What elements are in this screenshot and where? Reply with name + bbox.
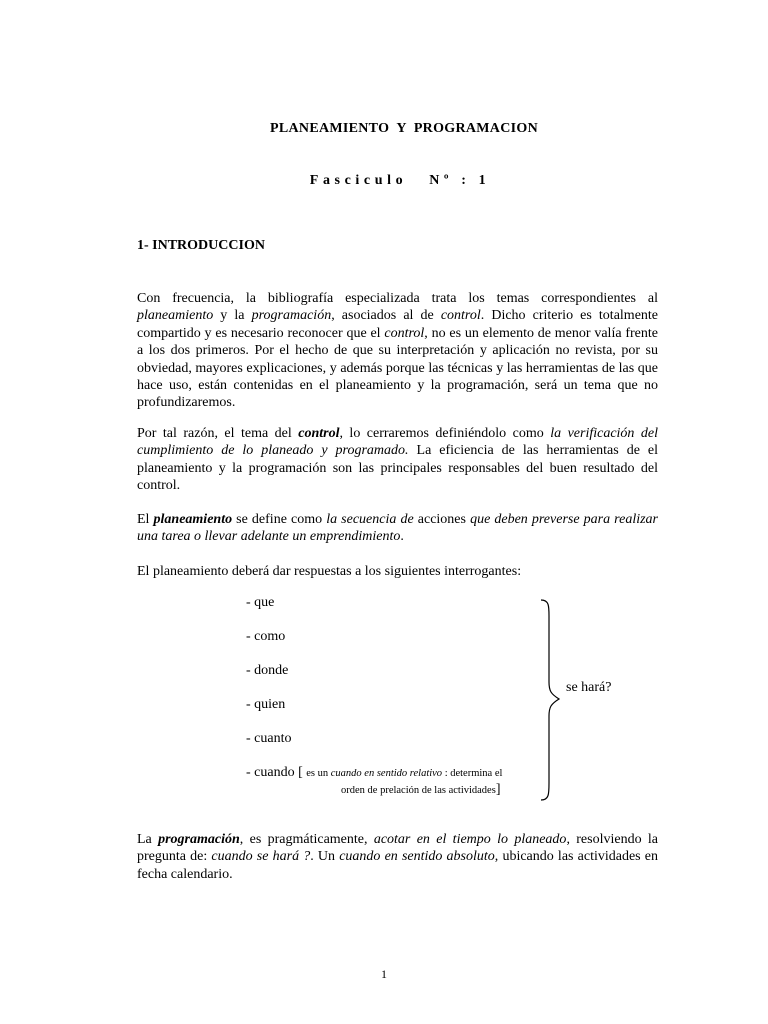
question-cuanto: - cuanto	[246, 731, 292, 746]
emphasis-text: la verificación del cumplimiento de lo planeado y programado.	[137, 426, 658, 459]
fascicle-number: Nº : 1	[429, 173, 491, 188]
emphasis-text: programación	[251, 308, 332, 324]
paragraph-planeamiento	[137, 511, 658, 546]
bold-emphasis-text: control	[298, 426, 340, 441]
question-donde: - donde	[246, 663, 289, 678]
text-run: , ubicando las actividades en fecha calendario.	[137, 849, 658, 882]
fascicle-line	[0, 173, 768, 189]
text-run: Con frecuencia, la bibliografía especializada trata los temas correspondientes al	[137, 291, 658, 306]
emphasis-text: control	[440, 308, 481, 324]
note-emphasis: cuando en sentido relativo	[330, 768, 443, 779]
emphasis-text: cuando en sentido absoluto	[339, 849, 495, 865]
text-run: . Dicho criterio es totalmente compartido y es necesario reconocer que el	[137, 308, 659, 341]
page-number: 1	[381, 967, 387, 981]
text-run: , es pragmáticamente,	[239, 832, 374, 847]
text-run: se define como	[232, 512, 327, 527]
emphasis-text: planeamiento	[137, 308, 214, 324]
bold-emphasis-text: programación	[158, 832, 240, 847]
question-cuando-label: - cuando	[246, 765, 295, 780]
bold-emphasis-text: planeamiento	[153, 512, 233, 527]
text-run: , lo cerraremos definiéndolo como	[339, 426, 551, 441]
text-run: , no es un elemento de menor valía frente a los dos primeros. Por el hecho de que su interpretación y aplicación no revista, por su obviedad, mayores explicaciones, y además porque las técnicas y las herramientas de las que hace uso, están contenidas en el planeamiento y la programación, será un tema que no profundizaremos.	[137, 325, 658, 411]
text-run: La eficiencia de las herramientas de el planeamiento y la programación son las principales responsables del buen resultado del control.	[137, 443, 658, 494]
question-que: - que	[246, 595, 275, 610]
fascicle-label: Fasciculo	[309, 173, 408, 188]
document-title: PLANEAMIENTO Y PROGRAMACION	[270, 121, 538, 136]
emphasis-text: cuando se hará ?	[211, 849, 311, 865]
question-quien: - quien	[246, 697, 286, 712]
text-run: Por tal razón, el tema del	[137, 426, 299, 441]
paragraph-interrogantes: El planeamiento deberá dar respuestas a los siguientes interrogantes:	[137, 564, 522, 579]
paragraph-intro	[137, 290, 658, 412]
text-run: , resolviendo la pregunta de:	[137, 832, 659, 865]
question-cuando-note-line2	[341, 782, 500, 798]
text-run: .	[400, 529, 404, 545]
paragraph-programacion	[137, 831, 658, 883]
emphasis-text: la secuencia de	[326, 512, 414, 527]
brace-label: se hará?	[566, 680, 612, 695]
bracket-open: [	[294, 765, 307, 780]
section-heading: 1- INTRODUCCION	[137, 238, 265, 253]
text-run: . Un	[310, 849, 340, 865]
question-cuando	[246, 765, 502, 781]
curly-brace-icon	[535, 598, 565, 803]
text-run: acciones	[413, 512, 471, 527]
text-run: El	[137, 512, 154, 527]
text-run: La	[137, 832, 159, 847]
note-text: es un	[306, 768, 331, 779]
bracket-close: ]	[495, 782, 501, 797]
note-text: : determina el	[442, 768, 503, 779]
note-text: orden de prelación de las actividades	[341, 785, 496, 796]
emphasis-text: acotar en el tiempo lo planeado	[373, 832, 567, 847]
emphasis-text: control	[384, 325, 425, 341]
question-como: - como	[246, 629, 286, 644]
emphasis-text: que deben preverse para realizar una tarea o llevar adelante un emprendimiento	[137, 512, 659, 545]
text-run: , asociados al de	[331, 308, 441, 324]
paragraph-control	[137, 425, 658, 495]
text-run: y la	[213, 308, 252, 324]
